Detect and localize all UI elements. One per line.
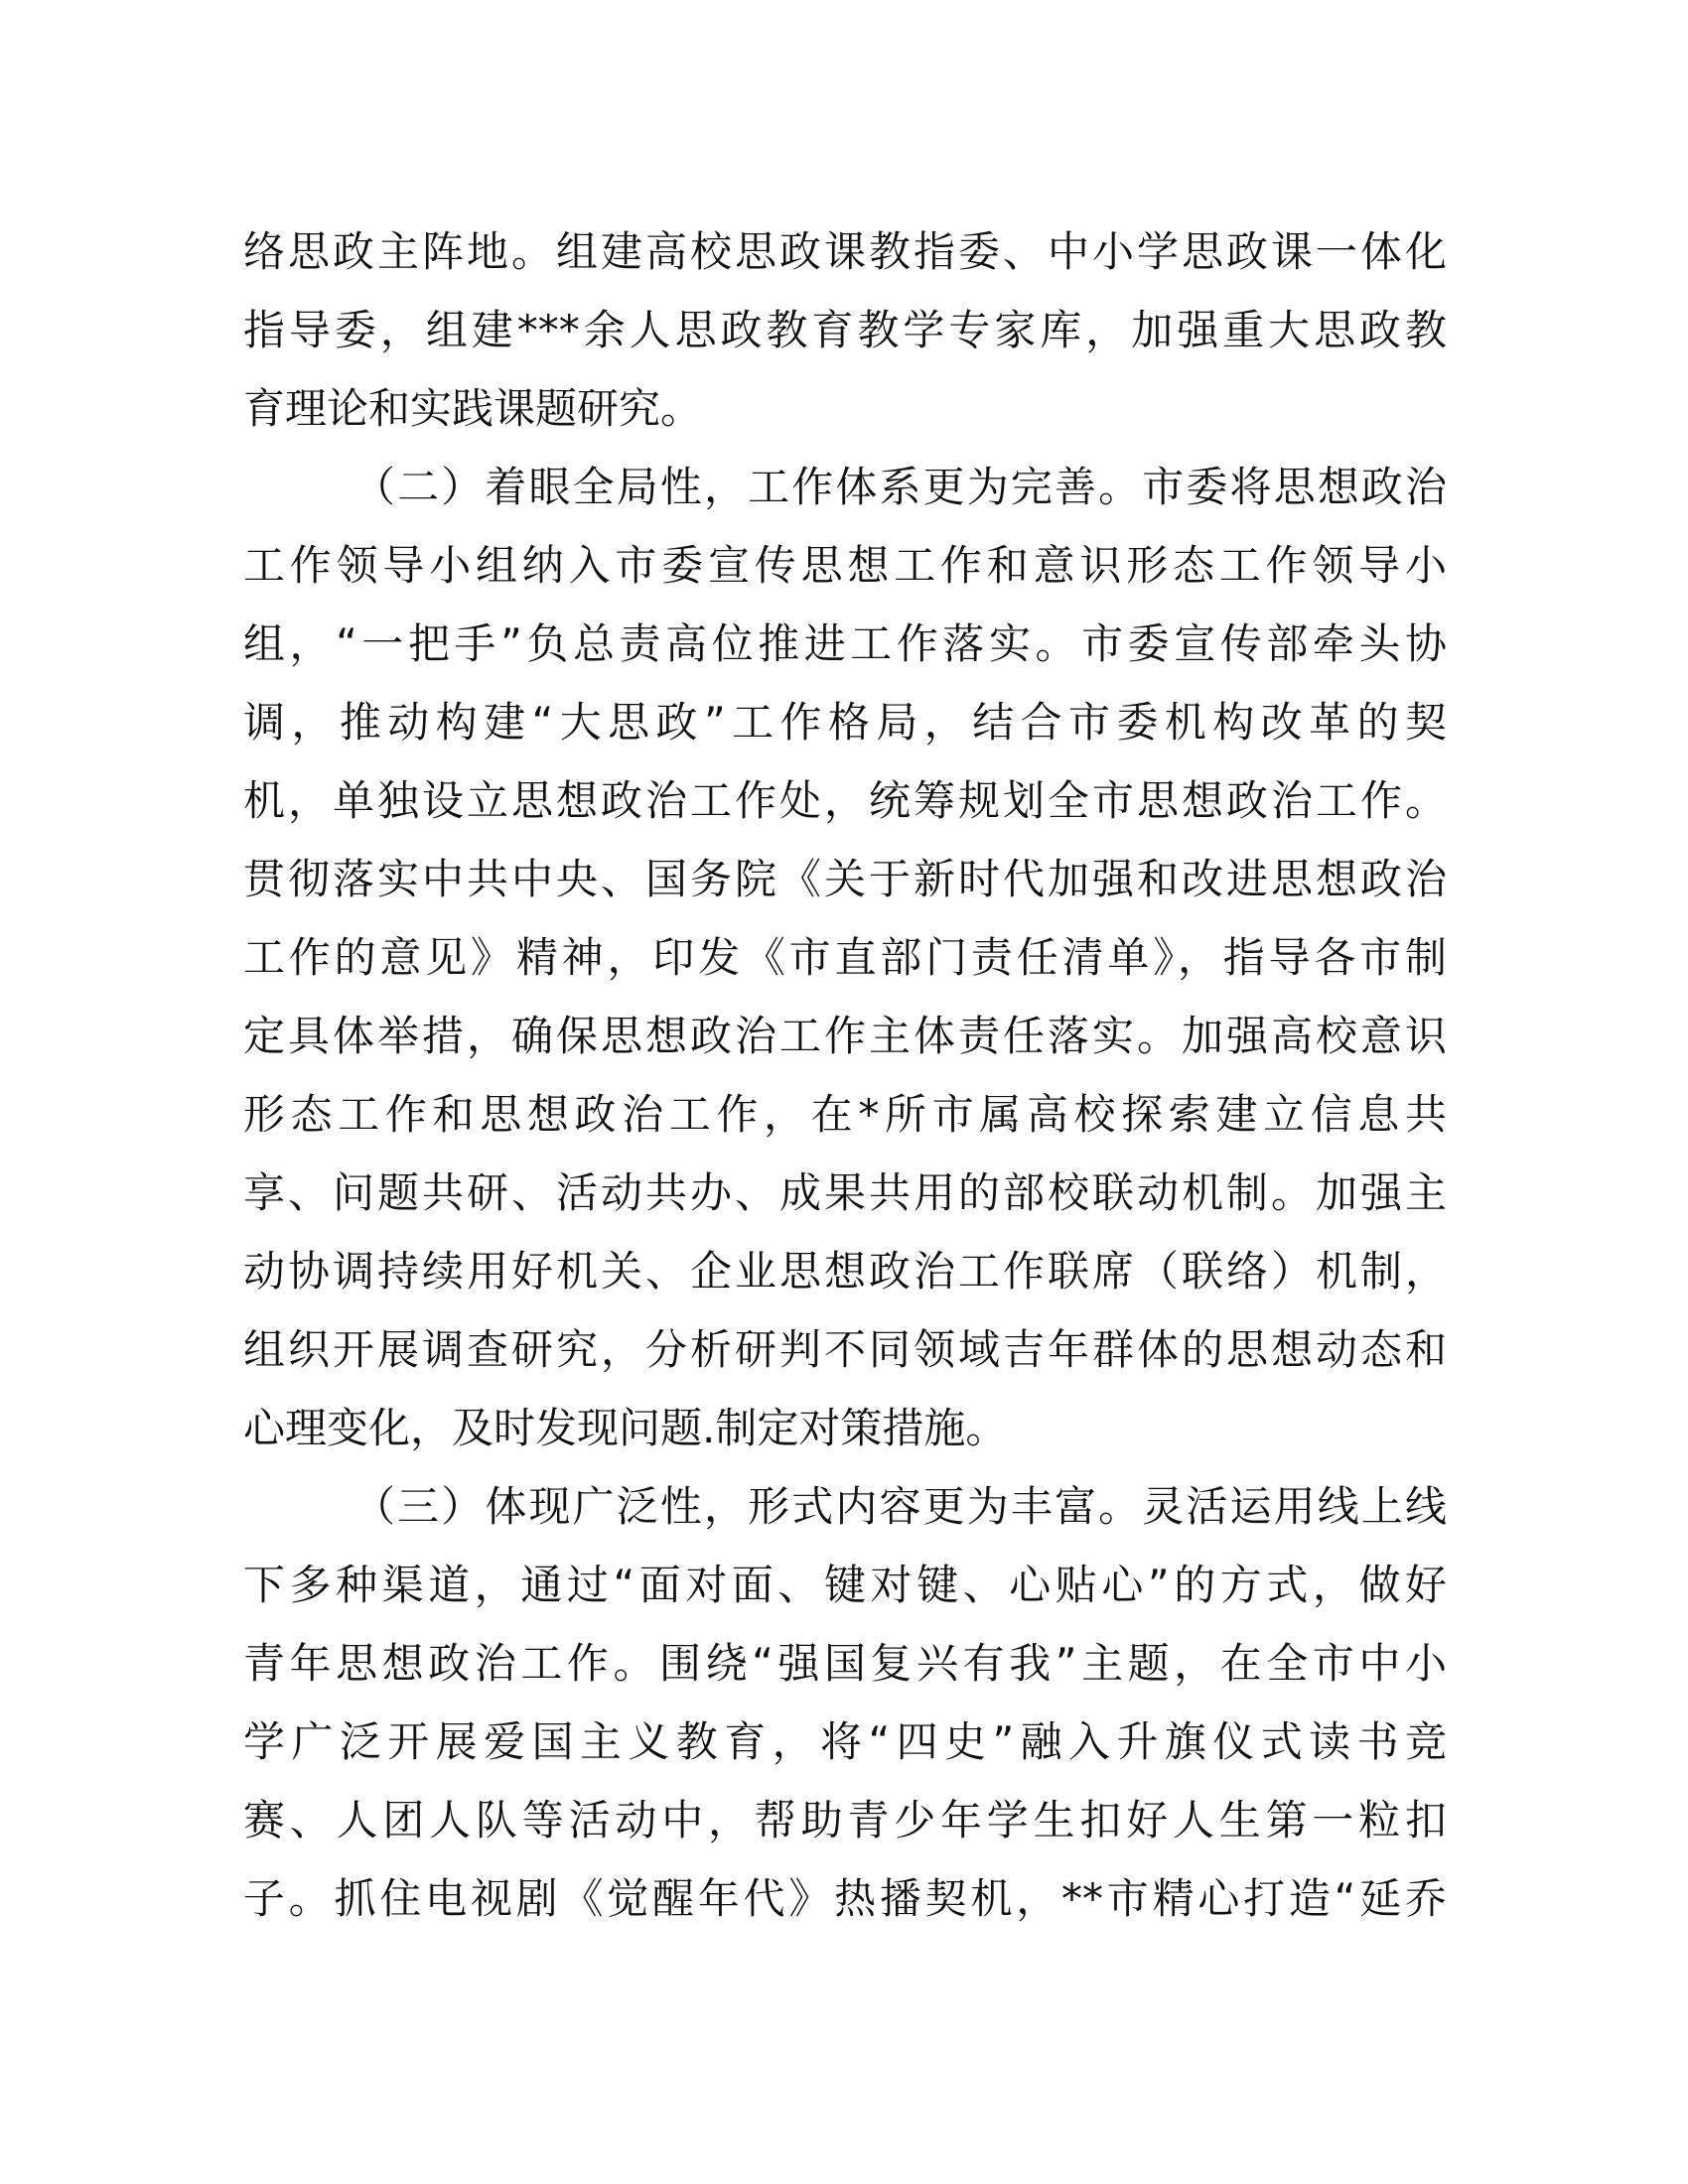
text-line: 形态工作和思想政治工作，在*所市属高校探索建立信息共 bbox=[243, 1090, 1447, 1139]
text-line: 组织开展调查研究，分析研判不同领域吉年群体的思想动态和 bbox=[243, 1325, 1447, 1374]
text-line: 贯彻落实中共中央、国务院《关于新时代加强和改进思想政治 bbox=[243, 855, 1447, 903]
text-line: 动协调持续用好机关、企业思想政治工作联席（联络）机制， bbox=[243, 1247, 1447, 1296]
text-line: 定具体举措，确保思想政治工作主体责任落实。加强高校意识 bbox=[243, 1012, 1447, 1060]
text-line: 心理变化，及时发现问题.制定对策措施。 bbox=[243, 1404, 1008, 1452]
document-page bbox=[243, 212, 1447, 1938]
text-line: 工作的意见》精神，印发《市直部门责任清单》，指导各市制 bbox=[243, 933, 1447, 982]
text-line: 指导委，组建***余人思政教育教学专家库，加强重大思政教 bbox=[243, 306, 1447, 354]
text-line: 学广泛开展爱国主义教育，将“四史”融入升旗仪式读书竞 bbox=[243, 1717, 1447, 1766]
text-line: 享、问题共研、活动共办、成果共用的部校联动机制。加强主 bbox=[243, 1168, 1447, 1217]
section-heading-line: （二）着眼全局性，工作体系更为完善。市委将思想政治 bbox=[353, 463, 1447, 511]
text-line: 育理论和实践课题研究。 bbox=[243, 384, 703, 433]
text-line: 组，“一把手”负总责高位推进工作落实。市委宣传部牵头协 bbox=[243, 619, 1447, 668]
text-line: 机，单独设立思想政治工作处，统筹规划全市思想政治工作。 bbox=[243, 776, 1447, 825]
text-line: 赛、人团人队等活动中，帮助青少年学生扣好人生第一粒扣 bbox=[243, 1796, 1447, 1844]
text-line: 调，推动构建“大思政”工作格局，结合市委机构改革的契 bbox=[243, 698, 1447, 747]
paragraph-section-2 bbox=[243, 448, 1447, 1467]
text-line: 青年思想政治工作。围绕“强国复兴有我”主题，在全市中小 bbox=[243, 1639, 1447, 1688]
text-line: 工作领导小组纳入市委宣传思想工作和意识形态工作领导小 bbox=[243, 541, 1447, 590]
text-line: 子。抓住电视剧《觉醒年代》热播契机，**市精心打造“延乔 bbox=[243, 1874, 1447, 1923]
section-heading-line: （三）体现广泛性，形式内容更为丰富。灵活运用线上线 bbox=[353, 1482, 1447, 1531]
paragraph-section-3 bbox=[243, 1467, 1447, 1938]
text-line: 络思政主阵地。组建高校思政课教指委、中小学思政课一体化 bbox=[243, 227, 1447, 276]
text-line: 下多种渠道，通过“面对面、键对键、心贴心”的方式，做好 bbox=[243, 1561, 1447, 1609]
paragraph-continuation bbox=[243, 212, 1447, 448]
